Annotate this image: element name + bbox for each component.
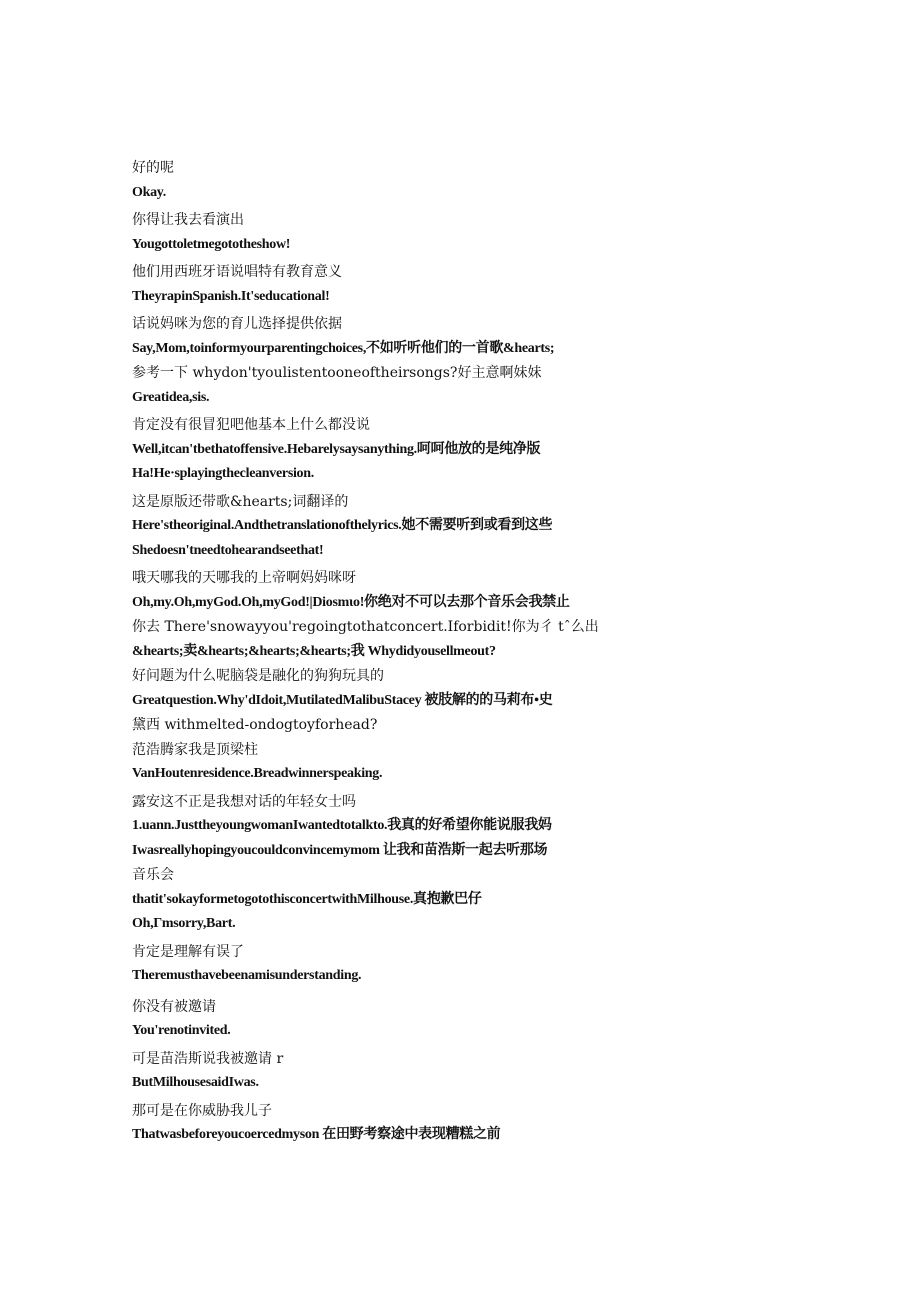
text-line: TheyrapinSpanish.It'seducational!	[132, 288, 330, 304]
text-line: 参考一下 whydon'tyoulistentooneoftheirsongs?好主意啊妹妹	[132, 365, 542, 381]
text-line: Okay.	[132, 184, 166, 200]
text-line: You'renotinvited.	[132, 1023, 231, 1038]
text-line: 可是苗浩斯说我被邀请 r	[132, 1050, 284, 1067]
text-line: 哦天哪我的天哪我的上帝啊妈妈咪呀	[132, 570, 356, 586]
text-line: 你去 There'snowayyou'regoingtothatconcert.Iforbidit!你为彳 tˆ么出	[132, 619, 599, 635]
text-line: 那可是在你威胁我儿子	[132, 1102, 272, 1119]
text-line: 话说妈咪为您的育儿选择提供依据	[132, 316, 342, 332]
text-line: 范浩腾家我是顶梁柱	[132, 741, 258, 758]
text-line: Yougottoletmegototheshow!	[132, 236, 291, 252]
text-line: 1.uann.JusttheyoungwomanIwantedtotalkto.我真的好希望你能说服我妈	[132, 818, 552, 833]
text-line: 好的呢	[132, 160, 174, 176]
text-line: &hearts;卖&hearts;&hearts;&hearts;我 Whydidyousellmeout?	[132, 643, 496, 659]
text-line: ButMilhousesaidIwas.	[132, 1075, 259, 1090]
text-line: 肯定是理解有误了	[132, 943, 244, 960]
text-line: Shedoesn'tneedtohearandseethat!	[132, 542, 324, 558]
text-line: Say,Mom,toinformyourparentingchoices,不如听听他们的一首歌&hearts;	[132, 340, 555, 356]
text-line: 音乐会	[132, 867, 174, 883]
text-line: 黛西 withmelted-ondogtoyforhead?	[132, 717, 378, 733]
text-line: Here'stheoriginal.Andthetranslationofthelyrics.她不需要听到或看到这些	[132, 518, 553, 533]
text-line: Iwasreallyhopingyoucouldconvincemymom 让我和苗浩斯一起去听那场	[132, 842, 548, 858]
text-line: 肯定没有很冒犯吧他基本上什么都没说	[132, 417, 370, 433]
text-line: 好问题为什么呢脑袋是融化的狗狗玩具的	[132, 668, 384, 684]
text-line: Greatquestion.Why'dIdoit,MutilatedMalibuStacey 被肢解的的马莉布•史	[132, 692, 553, 708]
text-line: Ha!He·splayingthecleanversion.	[132, 466, 314, 481]
text-line: Thatwasbeforeyoucoercedmyson 在田野考察途中表现糟糕之前	[132, 1127, 501, 1142]
text-line: Well,itcan'tbethatoffensive.Hebarelysaysanything.呵呵他放的是纯净版	[132, 441, 541, 457]
text-line: 露安这不正是我想对话的年轻女士吗	[132, 793, 356, 810]
text-line: Oh,my.Oh,myGod.Oh,myGod!|Diosmιo!你绝对不可以去那个音乐会我禁止	[132, 594, 570, 610]
text-line: 你得让我去看演出	[132, 212, 244, 228]
text-line: 他们用西班牙语说唱特有教育意义	[132, 264, 342, 280]
text-line: Oh,Γmsorry,Bart.	[132, 916, 236, 931]
transcript-body	[132, 156, 632, 1148]
text-line: Greatidea,sis.	[132, 389, 210, 405]
text-line: Theremusthavebeenamisunderstanding.	[132, 968, 362, 983]
text-line: 你没有被邀请	[132, 998, 216, 1015]
text-line: 这是原版还带歌&hearts;词翻译的	[132, 493, 349, 510]
text-line: thatit'sokayformetogotothisconcertwithMilhouse.真抱歉巴仔	[132, 891, 482, 907]
text-line: VanHoutenresidence.Breadwinnerspeaking.	[132, 766, 383, 781]
